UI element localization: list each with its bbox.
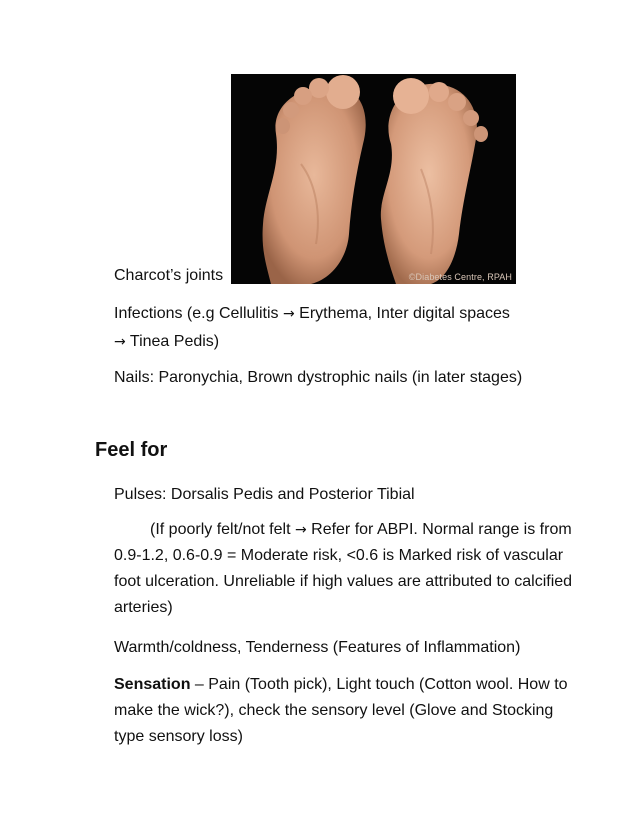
- abpi-paragraph: [114, 517, 584, 621]
- charcot-joints-text: Charcot’s joints: [114, 267, 224, 284]
- infections-text-b: Erythema, Inter digital spaces: [294, 305, 510, 322]
- sensation-text: – Pain (Tooth pick), Light touch (Cotton wool. How to make the wick?), check the sensory level (Glove and Stocking type sensory loss): [114, 676, 568, 745]
- nails-text: Nails: Paronychia, Brown dystrophic nails (in later stages): [114, 369, 523, 386]
- arrow-right-icon: →: [282, 306, 295, 322]
- warmth-text: Warmth/coldness, Tenderness (Features of Inflammation): [114, 639, 521, 656]
- feet-illustration: [231, 74, 516, 284]
- infections-line-2: [114, 331, 219, 353]
- arrow-right-icon: →: [114, 334, 126, 350]
- feet-soles-photo: [231, 74, 516, 284]
- infections-line-1: [114, 303, 510, 325]
- arrow-right-icon: →: [294, 522, 307, 538]
- infections-text-c: Tinea Pedis): [125, 333, 220, 350]
- abpi-text-b: Refer for ABPI. Normal range is from 0.9-1.2, 0.6-0.9 = Moderate risk, <0.6 is Marked risk of vascular foot ulceration. Unreliable if high values are attributed to calcified arteries): [114, 521, 573, 616]
- photo-credit-text: ©Diabetes Centre, RPAH: [408, 272, 512, 282]
- sensation-label: Sensation: [114, 676, 191, 693]
- infections-text-a: Infections (e.g Cellulitis: [114, 305, 283, 322]
- feel-for-heading: Feel for: [95, 439, 168, 461]
- pulses-text: Pulses: Dorsalis Pedis and Posterior Tibial: [114, 486, 415, 503]
- abpi-text-a: (If poorly felt/not felt: [150, 521, 295, 538]
- sensation-paragraph: [114, 672, 584, 750]
